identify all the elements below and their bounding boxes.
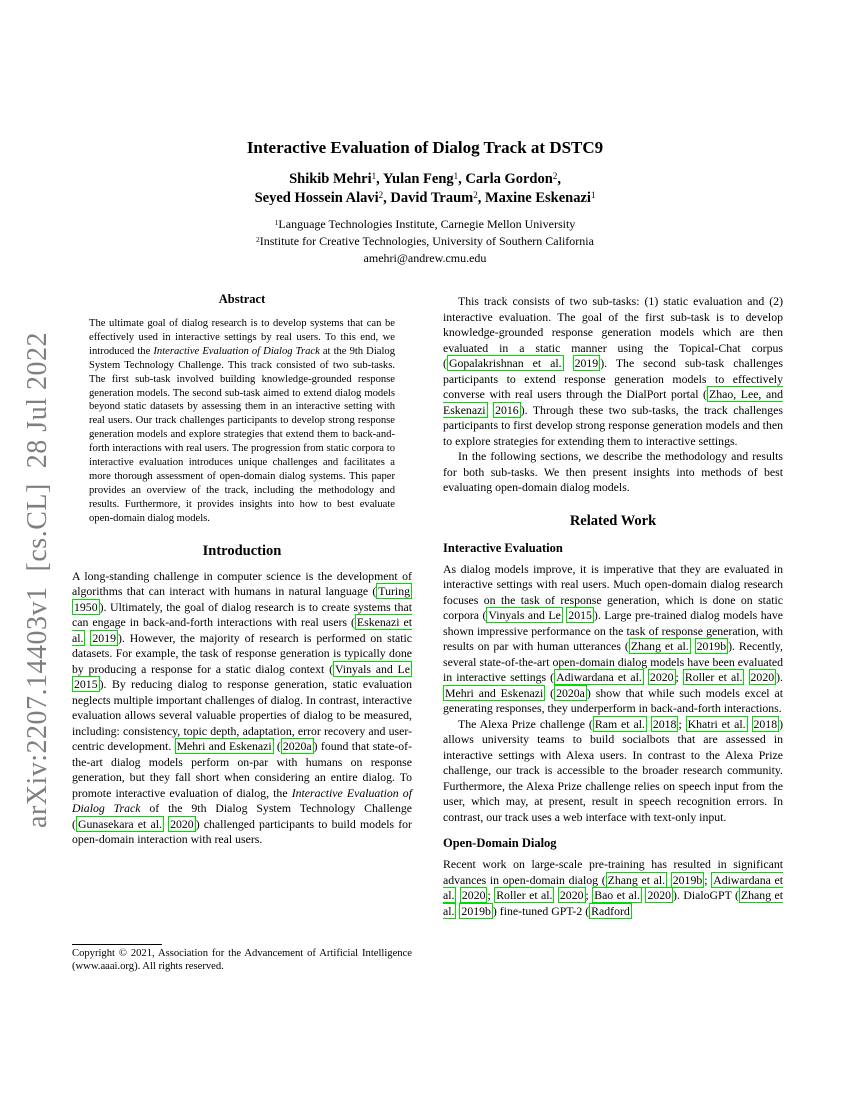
superscript: 1 xyxy=(453,170,459,181)
citation-link[interactable]: 2015 xyxy=(74,677,98,692)
affiliation-line: $^1$Language Technologies Institute, Carnegie Mellon University xyxy=(274,217,576,231)
citation-link[interactable]: Gunasekara et al. xyxy=(77,816,162,831)
citation-link[interactable]: 2019b xyxy=(696,639,727,653)
track-overview-paragraph: This track consists of two sub-tasks: (1) static evaluation and (2) interactive evaluation. The goal of the first sub-task is to develop knowledge-grounded response generation models which are then evaluated in a static manner using the Topical-Chat corpus ( Gopalakrishnan et al. 2019 ). The second sub-task challenges participants to extend response generation models to effectively converse with real users through the DialPort portal ( Zhao, Lee, and Eskenazi 2016 ). Through these two sub-tasks, the track challenges participants to first develop strong response generation models and then to explore strategies for extending them to interactive settings. xyxy=(443,294,784,448)
superscript: 2 xyxy=(378,189,384,200)
citation-link[interactable]: 2020 xyxy=(461,888,486,902)
citation-link[interactable]: Radford xyxy=(591,903,630,918)
citation-link[interactable]: Zhang et al. xyxy=(607,872,666,887)
footnote-rule xyxy=(72,944,162,945)
citation-link[interactable]: Zhang et al. xyxy=(630,639,689,653)
author-line: Shikib Mehri$^1$, Yulan Feng$^1$, Carla Gordon$^2$, xyxy=(289,170,561,187)
citation-link[interactable]: Adiwardana et al. xyxy=(443,872,783,902)
citation-link[interactable]: Mehri and Eskenazi xyxy=(176,739,272,754)
affiliations xyxy=(0,216,850,250)
citation-link[interactable]: 2016 xyxy=(495,402,519,417)
sections-overview-paragraph: In the following sections, we describe the methodology and results for both sub-tasks. We then present insights into methods of best evaluating open-domain dialog models. xyxy=(443,449,783,494)
citation-link[interactable]: Ram et al. xyxy=(594,716,645,731)
citation-link[interactable]: Mehri and Eskenazi xyxy=(445,685,544,700)
citation-link[interactable]: 2015 xyxy=(568,608,592,622)
citation-link[interactable]: 2020 xyxy=(170,816,194,831)
citation-link[interactable]: 2020 xyxy=(559,888,584,902)
citation-link[interactable]: 2020 xyxy=(750,670,775,684)
arxiv-watermark: arXiv:2207.14403v1 [cs.CL] 28 Jul 2022 xyxy=(22,332,53,828)
superscript: 2 xyxy=(473,189,478,200)
introduction-paragraph: A long-standing challenge in computer science is the development of algorithms that can interact with humans in natural language ( Turing 1950 ). Ultimately, the goal of dialog research is to create systems that can engage in back-and-forth interactions with real users ( Eskenazi et al. 2019 ). However, the majority of research is performed on static datasets. For example, the task of response generation is typically done by producing a response for a static dialog context ( Vinyals and Le 2015 ). By reducing dialog to response generation, static evaluation neglects multiple important challenges of dialog. In contrast, interactive evaluation allows several valuable properties of dialog to be measured, including: consistency, topic depth, adaptation, error recovery and user-centric development. Mehri and Eskenazi ( 2020a ) found that state-of-the-art dialog models perform on-par with humans on response generation, but they fall short when considering an entire dialog. To promote interactive evaluation of dialog, the Interactive Evaluation of Dialog Track of the 9th Dialog System Technology Challenge ( Gunasekara et al. 2020 ) challenged participants to build models for open-domain interaction with real users. xyxy=(72,568,412,847)
email: amehri@andrew.cmu.edu xyxy=(363,251,487,265)
affiliation-line: $^2$Institute for Creative Technologies, University of Southern California xyxy=(256,234,594,248)
superscript: 2 xyxy=(552,170,558,181)
citation-link[interactable]: 2018 xyxy=(652,716,677,731)
open-domain-dialog-paragraph: Recent work on large-scale pre-training has resulted in significant advances in open-domain dialog ( Zhang et al. 2019b ; Adiwardana et al. 2020 ; Roller et al. 2020 ; Bao et al. 2020 ). DialoGPT ( Zhang et al. 2019b ) fine-tuned GPT-2 ( Radford xyxy=(443,857,784,918)
citation-link[interactable]: 2020a xyxy=(282,739,312,754)
citation-link[interactable]: 2019b xyxy=(672,872,703,887)
citation-link[interactable]: Turing xyxy=(378,584,410,599)
citation-link[interactable]: 2019 xyxy=(92,630,116,645)
citation-link[interactable]: Bao et al. xyxy=(594,888,641,902)
open-domain-dialog-heading: Open-Domain Dialog xyxy=(443,836,557,850)
citation-link[interactable]: 2018 xyxy=(753,716,778,731)
title-block xyxy=(0,138,850,267)
citation-link[interactable]: 2020a xyxy=(556,685,585,700)
abstract-heading: Abstract xyxy=(218,292,266,306)
footnote xyxy=(72,944,412,974)
citation-link[interactable]: Vinyals and Le xyxy=(488,608,561,622)
left-column xyxy=(72,292,412,848)
abstract-text: The ultimate goal of dialog research is to develop systems that can be effectively used in interactive settings by real users. To this end, we introduced the Interactive Evaluation of Dialog Track at the 9th Dialog System Technology Challenge. This track consisted of two sub-tasks. The first sub-task involved building knowledge-grounded response generation models. The second sub-task aimed to extend dialog models beyond static datasets by assessing them in an interactive setting with real users. Our track challenges participants to develop strong response generation models and explore strategies that extend them to back-and-forth interactions with real users. The progression from static corpora to interactive evaluation introduces unique challenges and facilitates a more thorough assessment of open-domain dialog systems. This paper provides an overview of the track, including the methodology and results. Furthermore, it provides insights into how to best evaluate open-domain dialog models. xyxy=(89,318,395,524)
superscript: 2 xyxy=(256,234,260,244)
superscript: 1 xyxy=(590,189,596,200)
citation-link[interactable]: 2019b xyxy=(461,903,491,918)
superscript: 1 xyxy=(371,170,377,181)
paper-title: Interactive Evaluation of Dialog Track at DSTC9 xyxy=(246,138,604,157)
citation-link[interactable]: 2020 xyxy=(647,888,672,902)
introduction-heading: Introduction xyxy=(202,542,282,559)
superscript: 1 xyxy=(274,217,279,227)
interactive-evaluation-heading: Interactive Evaluation xyxy=(443,540,563,555)
citation-link[interactable]: Roller et al. xyxy=(684,670,743,684)
citation-link[interactable]: Khatri et al. xyxy=(687,716,746,731)
citation-link[interactable]: 2019 xyxy=(574,356,599,370)
citation-link[interactable]: Roller et al. xyxy=(496,888,553,902)
alexa-prize-paragraph: The Alexa Prize challenge ( Ram et al. 2018 ; Khatri et al. 2018 ) allows university teams to build socialbots that are assessed in interactive settings with Alexa users. In contrast to the Alexa Prize challenge, our track is accessible to the broader research community. Furthermore, the Alexa Prize challenge relies on speech input from the user, which may, at present, result in speech recognition errors. In contrast, our track uses a web interface with text-only input. xyxy=(443,716,784,824)
citation-link[interactable]: Vinyals and Le xyxy=(335,661,410,676)
footnote-text: Copyright © 2021, Association for the Advancement of Artificial Intelligence (www.aaai.org). All rights reserved. xyxy=(72,948,412,972)
citation-link[interactable]: 2020 xyxy=(649,670,674,684)
citation-link[interactable]: Adiwardana et al. xyxy=(556,670,642,684)
related-work-heading: Related Work xyxy=(569,512,657,529)
author-line: Seyed Hossein Alavi$^2$, David Traum$^2$, Maxine Eskenazi$^1$ xyxy=(254,189,596,206)
interactive-evaluation-paragraph: As dialog models improve, it is imperative that they are evaluated in interactive settings with real users. Much open-domain dialog research focuses on the task of response generation, which is done on static corpora ( Vinyals and Le 2015 ). Large pre-trained dialog models have shown impressive performance on the task of response generation, with results on par with human utterances ( Zhang et al. 2019b ). Recently, several state-of-the-art open-domain dialog models have been evaluated in interactive settings ( Adiwardana et al. 2020 ; Roller et al. 2020 ). Mehri and Eskenazi ( 2020a ) show that while such models excel at generating responses, they underperform in back-and-forth interactions. xyxy=(443,561,783,715)
citation-link[interactable]: Zhang et al. xyxy=(443,888,784,918)
citation-link[interactable]: 1950 xyxy=(74,599,98,614)
citation-link[interactable]: Zhao, Lee, and Eskenazi xyxy=(443,387,783,417)
citation-link[interactable]: Eskenazi et al. xyxy=(72,615,412,645)
right-column xyxy=(443,294,783,919)
authors xyxy=(0,170,850,208)
italic-text: Interactive Evaluation of Dialog Track xyxy=(72,785,412,816)
citation-link[interactable]: Gopalakrishnan et al. xyxy=(448,356,562,370)
italic-text: Interactive Evaluation of Dialog Track xyxy=(153,345,320,357)
